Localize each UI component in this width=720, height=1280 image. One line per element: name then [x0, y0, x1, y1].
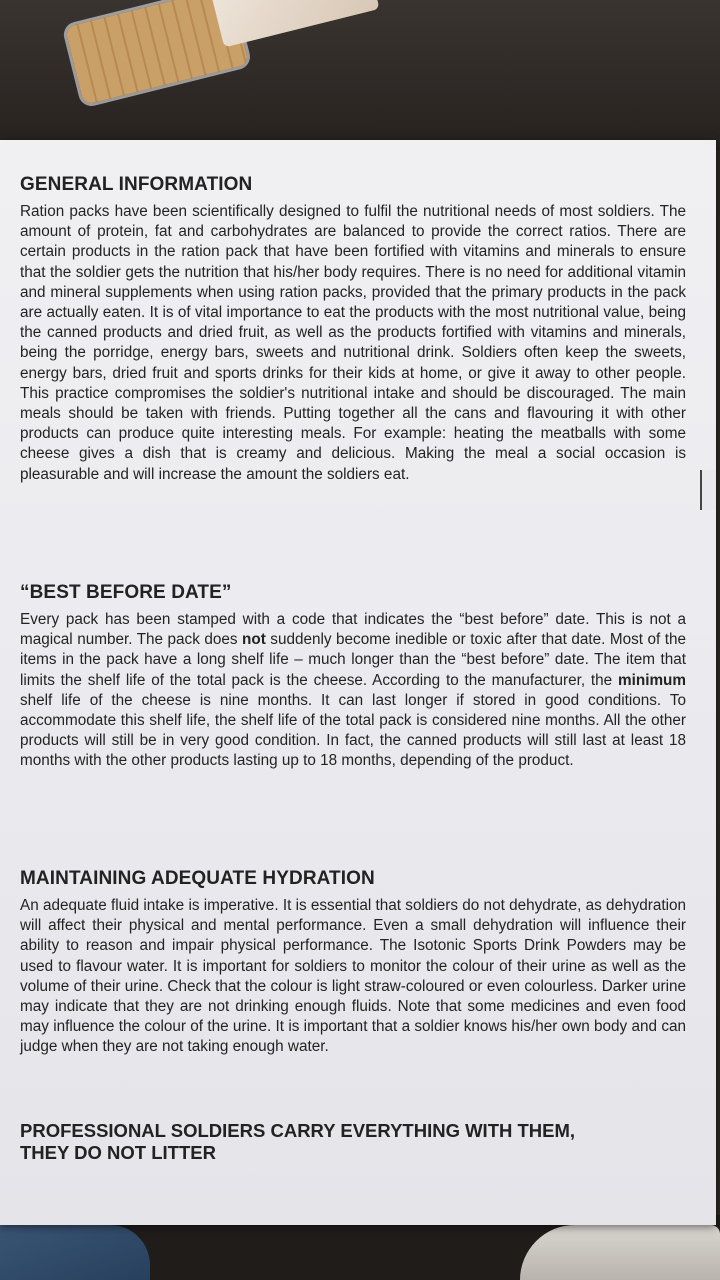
jeans-knee [0, 1225, 150, 1280]
best-before-heading: “BEST BEFORE DATE” [20, 582, 232, 603]
best-before-text-3: shelf life of the cheese is nine months. It can last longer if stored in good conditions. To accommodate this shelf life, the shelf life of the total pack is considered nine months. All the other products will still be in very good condition. In fact, the canned products will still last at least 18 months with the other products lasting up to 18 months, depending of the product. [20, 691, 686, 770]
packet-label [207, 0, 379, 47]
closing-slogan [20, 1120, 686, 1164]
closing-line-1: PROFESSIONAL SOLDIERS CARRY EVERYTHING WITH THEM, [20, 1120, 576, 1141]
best-before-emphasis-minimum: minimum [618, 671, 686, 689]
best-before-text-1: Every pack has been stamped with a code that indicates the “best before” date. This is not a magical number. The pack does [20, 611, 686, 649]
general-information-body: Ration packs have been scientifically designed to fulfil the nutritional needs of most soldiers. The amount of protein, fat and carbohydrates are balanced to provide the correct ratios. There are certain products in the ration pack that have been fortified with vitamins and minerals to ensure that the soldier gets the nutrition that his/her body requires. There is no need for additional vitamin and mineral supplements when using ration packs, provided that the primary products in the pack are actually eaten. It is of vital importance to eat the products with the most nutritional value, being the canned products and dried fruit, as well as the products fortified with vitamins and minerals, being the porridge, energy bars, sweets and nutritional drink. Soldiers often keep the sweets, energy bars, dried fruit and sports drinks for their kids at home, or give it away to other people. This practice compromises the soldier's nutritional intake and should be discouraged. The main meals should be taken with friends. Putting together all the cans and flavouring it with other products can produce quite interesting meals. For example: heating the meatballs with some cheese gives a dish that is creamy and delicious. Making the meal a social occasion is pleasurable and will increase the amount the soldiers eat. [20, 203, 686, 483]
best-before-emphasis-not: not [242, 631, 266, 649]
hydration-body: An adequate fluid intake is imperative. It is essential that soldiers do not dehydrate, as dehydration will affect their physical and mental performance. Even a small dehydration will influence their ability to reason and impair physical performance. The Isotonic Sports Drink Powders may be used to flavour water. It is important for soldiers to monitor the colour of their urine as well as the volume of their urine. Check that the colour is light straw-coloured or even colourless. Darker urine may indicate that they are not drinking enough fluids. Note that some medicines and even food may influence the colour of the urine. It is important that a soldier knows his/her own body and can judge when they are not taking enough water. [20, 897, 686, 1056]
best-before-body [20, 610, 686, 772]
best-before-text-2: suddenly become inedible or toxic after that date. Most of the items in the pack have a long shelf life – much longer than the “best before” date. The item that limits the shelf life of the total pack is the cheese. According to the manufacturer, the [20, 631, 686, 689]
section-hydration [20, 868, 686, 1058]
ration-pack-leaflet [0, 140, 716, 1225]
hydration-heading: MAINTAINING ADEQUATE HYDRATION [20, 868, 375, 889]
closing-line-2: THEY DO NOT LITTER [20, 1142, 216, 1163]
section-general-information [20, 174, 686, 485]
sneaker [520, 1225, 720, 1280]
page-edge-tab [700, 470, 716, 510]
section-best-before [20, 582, 686, 772]
general-information-heading: GENERAL INFORMATION [20, 174, 253, 195]
